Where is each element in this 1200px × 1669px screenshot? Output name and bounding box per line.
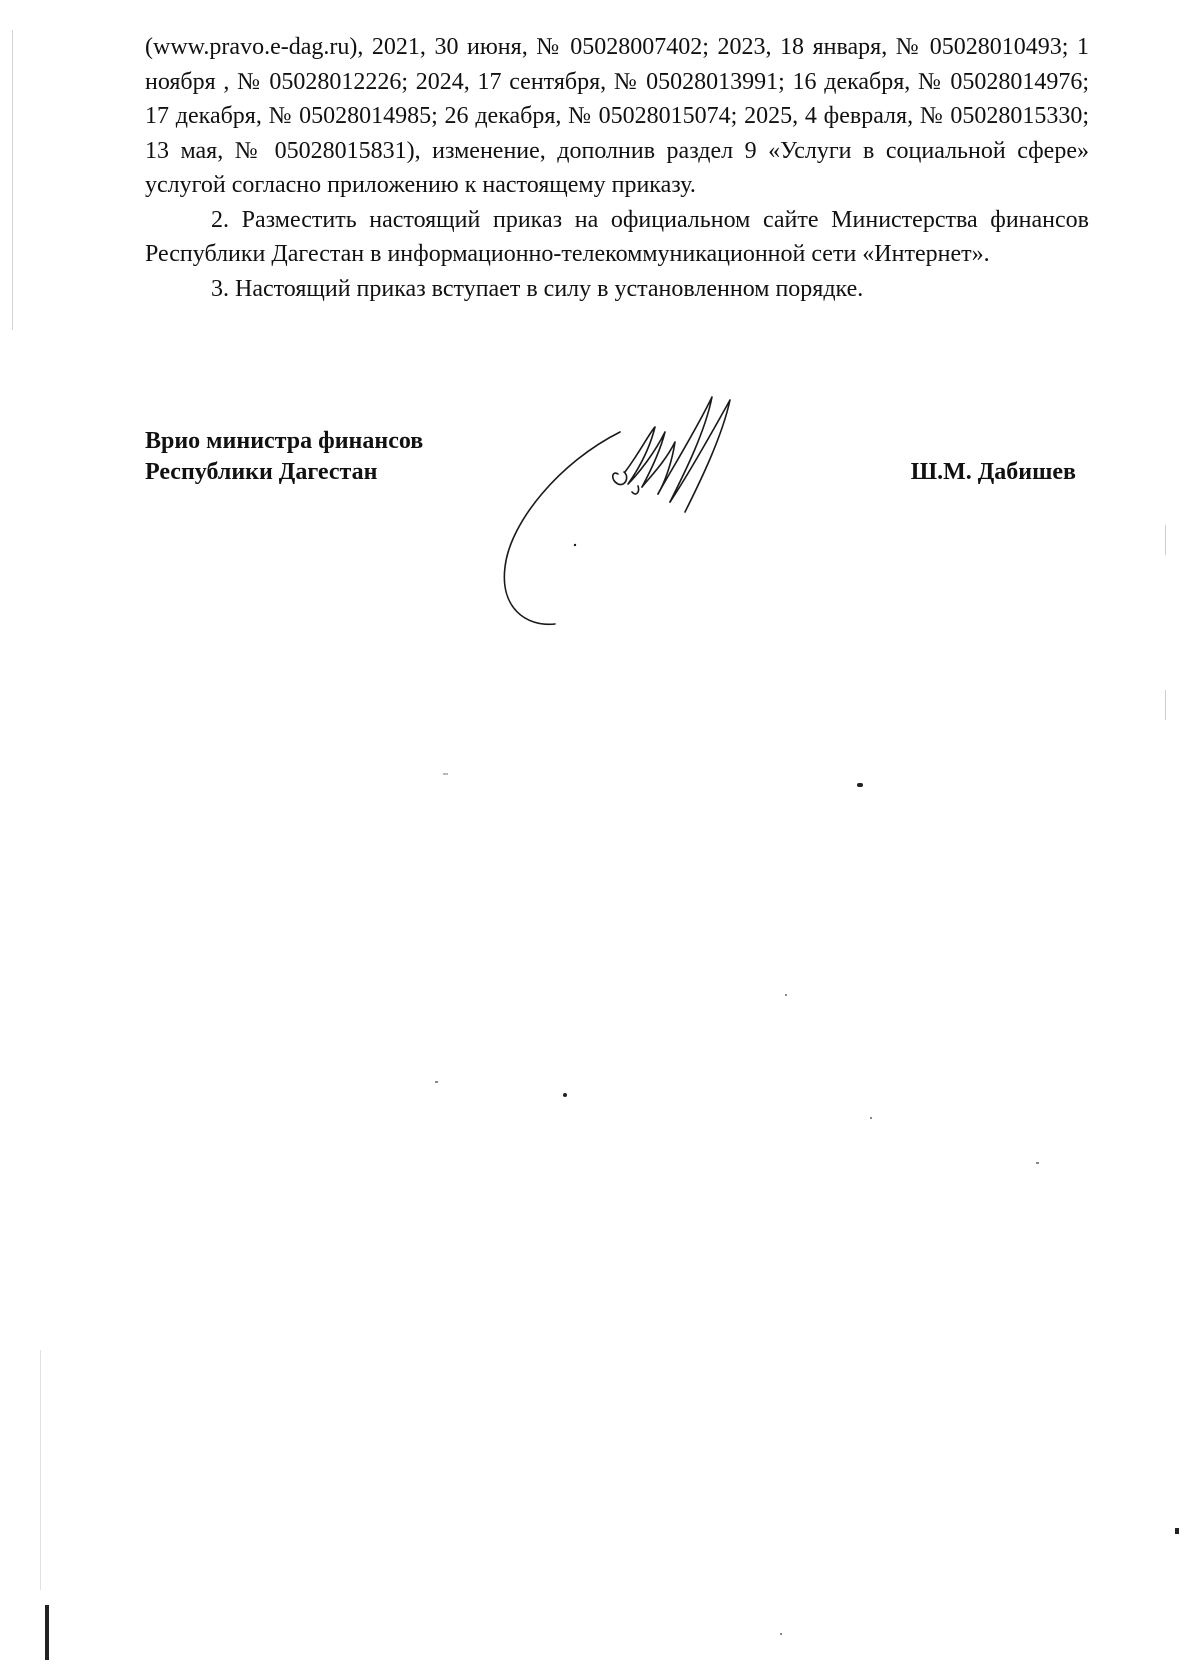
handwritten-signature xyxy=(500,392,780,662)
scan-artifact xyxy=(1036,1162,1039,1164)
scan-artifact xyxy=(1165,525,1166,555)
scan-artifact xyxy=(563,1093,567,1097)
scan-artifact xyxy=(12,30,13,330)
paragraph-item-3: 3. Настоящий приказ вступает в силу в установленном порядке. xyxy=(211,275,864,302)
paragraph-item-2: 2. Разместить настоящий приказ на официальном сайте Министерства финансов Республики Дагестан в информационно-телекоммуникационной сети «Интернет». xyxy=(145,206,1089,267)
scan-artifact xyxy=(443,773,448,775)
scan-artifact xyxy=(785,994,787,996)
scan-artifact xyxy=(40,1350,41,1590)
signatory-title-line1: Врио министра финансов xyxy=(145,428,424,454)
scan-artifact xyxy=(1165,690,1166,720)
scan-artifact xyxy=(780,1633,782,1635)
scan-artifact xyxy=(1175,1528,1179,1534)
scan-artifact xyxy=(870,1117,872,1119)
signatory-name: Ш.М. Дабишев xyxy=(910,459,1076,485)
document-body xyxy=(145,30,1089,306)
paragraph-amendment-continuation: (www.pravo.e-dag.ru), 2021, 30 июня, № 05028007402; 2023, 18 января, № 05028010493; 1 ноября , № 05028012226; 2024, 17 сентября, № 05028013991; 16 декабря, № 05028014976; 17 декабря, № 05028014985; 26 декабря, № 05028015074; 2025, 4 февраля, № 05028015330; 13 мая, № 05028015831), изменение, дополнив раздел 9 «Услуги в социальной сфере» услугой согласно приложению к настоящему приказу. xyxy=(145,34,1089,198)
scan-artifact xyxy=(857,783,863,787)
scan-artifact xyxy=(45,1605,49,1660)
scan-artifact xyxy=(435,1081,438,1083)
signatory-title-line2: Республики Дагестан xyxy=(145,459,378,485)
signatory-title xyxy=(145,426,423,488)
